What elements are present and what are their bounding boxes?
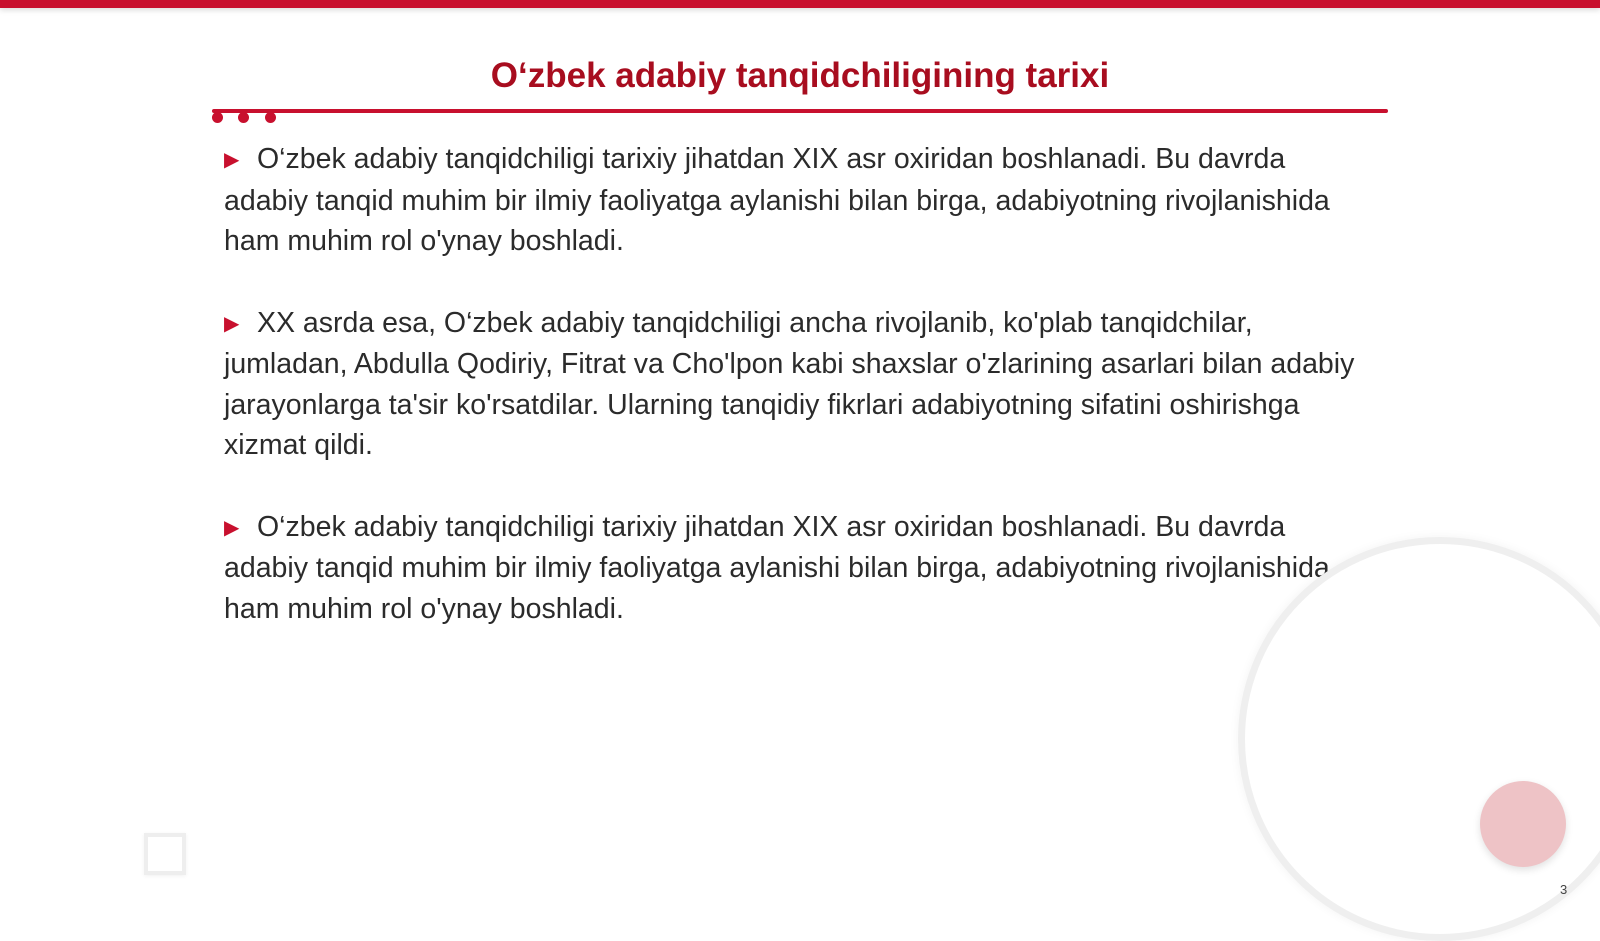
bullet-text: O‘zbek adabiy tanqidchiligi tarixiy jihatdan XIX asr oxiridan boshlanadi. Bu davrda adabiy tanqid muhim bir ilmiy faoliyatga aylanishi bilan birga, adabiyotning rivojlanishida ham muhim rol o'ynay boshladi. bbox=[224, 510, 1330, 625]
bullet-text: O‘zbek adabiy tanqidchiligi tarixiy jihatdan XIX asr oxiridan boshlanadi. Bu davrda adabiy tanqid muhim bir ilmiy faoliyatga aylanishi bilan birga, adabiyotning rivojlanishida ham muhim rol o'ynay boshladi. bbox=[224, 143, 1330, 257]
bullet-list bbox=[224, 139, 1374, 670]
decorative-square bbox=[144, 833, 186, 875]
top-accent-bar bbox=[0, 0, 1600, 8]
slide-number: 3 bbox=[1560, 882, 1568, 897]
bullet-item bbox=[224, 139, 1374, 262]
title-dot-decoration bbox=[238, 112, 249, 123]
triangle-bullet-icon: ▶ bbox=[224, 149, 240, 171]
title-underline bbox=[212, 109, 1388, 113]
decorative-circle bbox=[1480, 781, 1566, 867]
bullet-item bbox=[224, 507, 1374, 630]
bullet-item bbox=[224, 303, 1374, 466]
triangle-bullet-icon: ▶ bbox=[224, 516, 240, 539]
slide-title: O‘zbek adabiy tanqidchiligining tarixi bbox=[490, 56, 1110, 95]
title-dot-decoration bbox=[265, 112, 276, 123]
triangle-bullet-icon: ▶ bbox=[224, 312, 240, 335]
bullet-text: XX asrda esa, O‘zbek adabiy tanqidchiligi ancha rivojlanib, ko'plab tanqidchilar, jumladan, Abdulla Qodiriy, Fitrat va Cho'lpon kabi shaxslar o'zlarining asarlari bilan adabiy jarayonlarga ta'sir ko'rsatdilar. Ularning tanqidiy fikrlari adabiyotning sifatini oshirishga xizmat qildi. bbox=[224, 306, 1355, 461]
title-dot-decoration bbox=[212, 112, 223, 123]
